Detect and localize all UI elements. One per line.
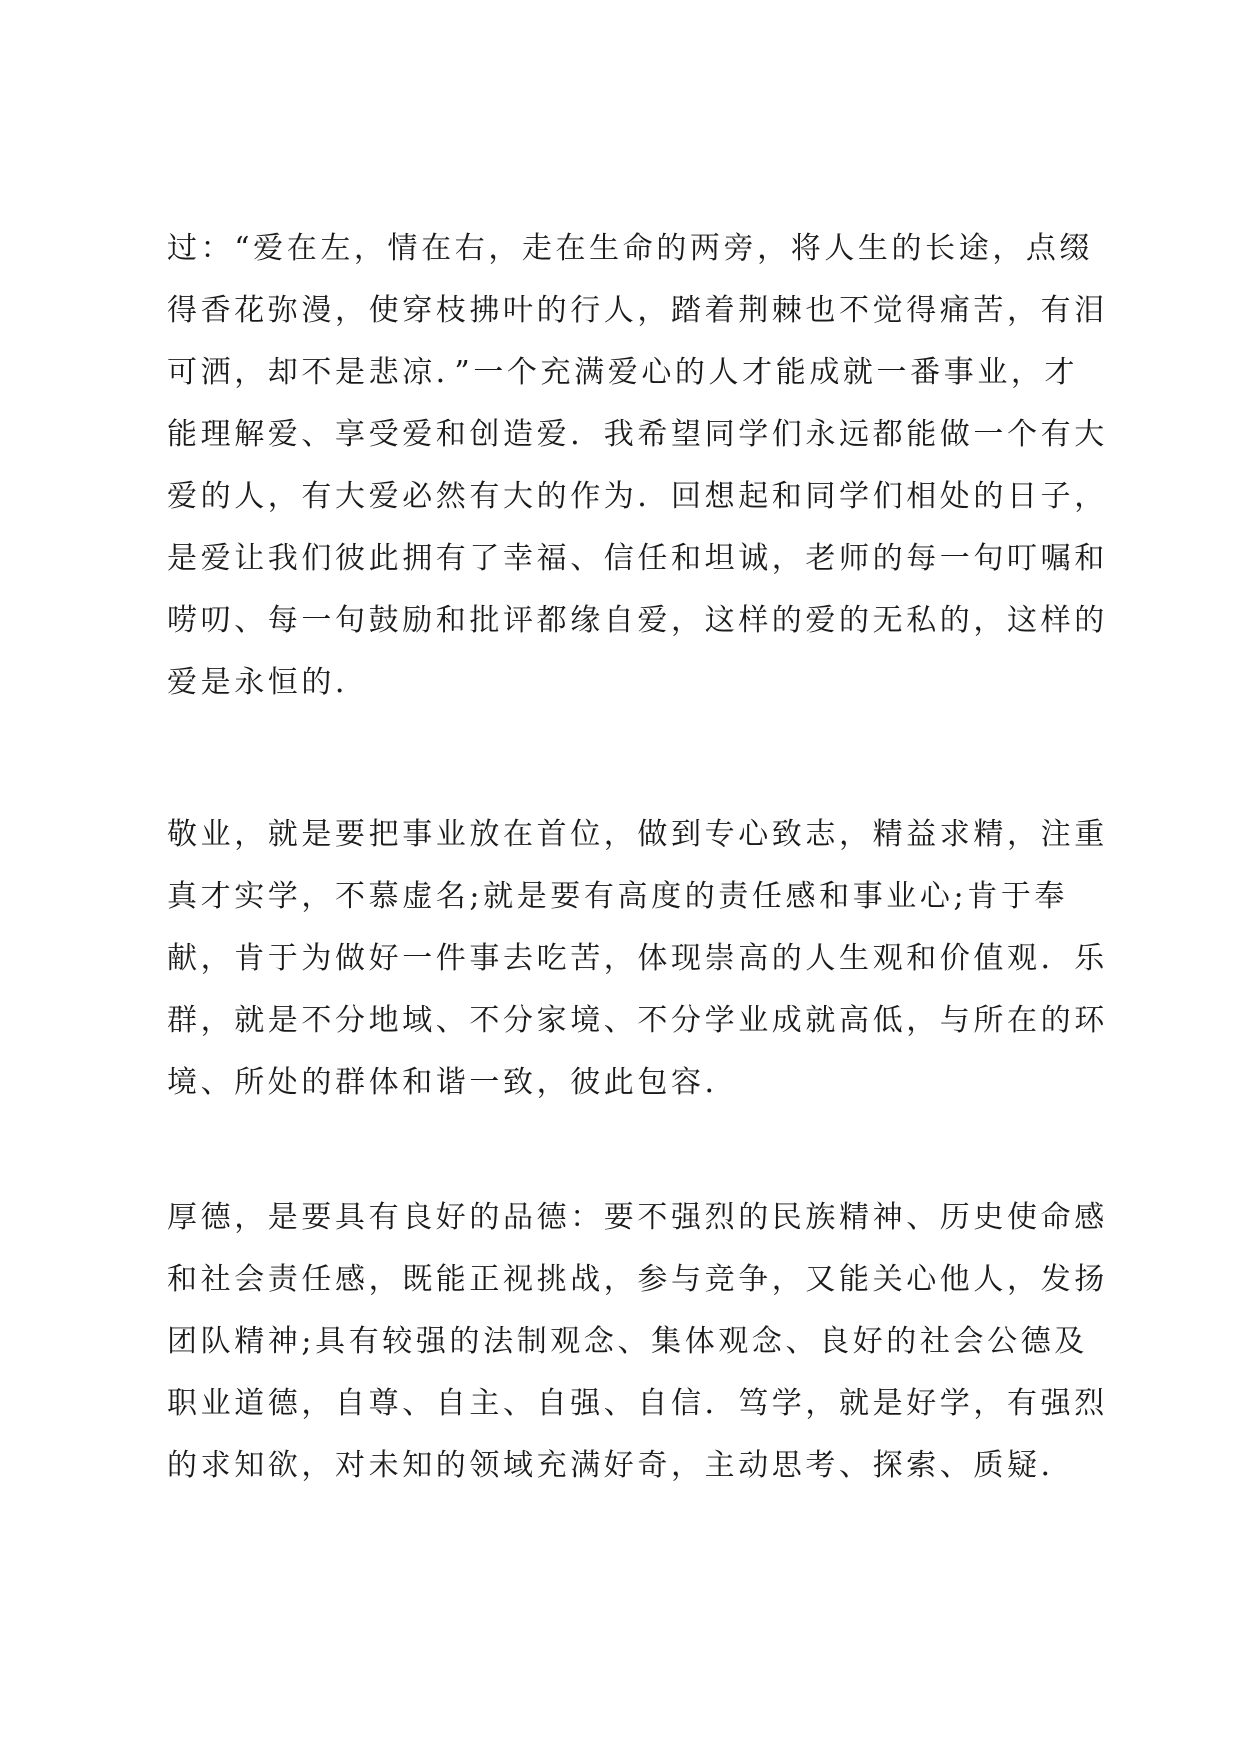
text-line: 境、所处的群体和谐一致，彼此包容． [167,1065,739,1100]
text-line: 献，肯于为做好一件事去吃苦，体现崇高的人生观和价值观．乐 [167,941,1108,976]
text-line: 爱是永恒的． [167,665,369,700]
text-line: 得香花弥漫，使穿枝拂叶的行人，踏着荆棘也不觉得痛苦，有泪 [167,293,1108,328]
paragraph-love [167,218,1108,714]
text-line: 群，就是不分地域、不分家境、不分学业成就高低，与所在的环 [167,1003,1108,1038]
text-line: 是爱让我们彼此拥有了幸福、信任和坦诚，老师的每一句叮嘱和 [167,541,1108,576]
text-line: 和社会责任感，既能正视挑战，参与竞争，又能关心他人，发扬 [167,1262,1108,1297]
text-line: 敬业，就是要把事业放在首位，做到专心致志，精益求精，注重 [167,817,1108,852]
paragraph-virtue [167,1187,1108,1497]
text-line: 真才实学，不慕虚名;就是要有高度的责任感和事业心;肯于奉 [167,879,1069,914]
text-line: 爱的人，有大爱必然有大的作为．回想起和同学们相处的日子， [167,479,1108,514]
text-line: 厚德，是要具有良好的品德：要不强烈的民族精神、历史使命感 [167,1200,1108,1235]
text-line: 职业道德，自尊、自主、自强、自信．笃学，就是好学，有强烈 [167,1386,1108,1421]
text-line: 唠叨、每一句鼓励和批评都缘自爱，这样的爱的无私的，这样的 [167,603,1108,638]
text-line: 的求知欲，对未知的领域充满好奇，主动思考、探索、质疑． [167,1448,1075,1483]
text-line: 可洒，却不是悲凉．”一个充满爱心的人才能成就一番事业，才 [167,355,1079,390]
text-line: 团队精神;具有较强的法制观念、集体观念、良好的社会公德及 [167,1324,1088,1359]
paragraph-dedication [167,804,1108,1114]
text-line: 能理解爱、享受爱和创造爱．我希望同学们永远都能做一个有大 [167,417,1108,452]
text-line: 过：“爱在左，情在右，走在生命的两旁，将人生的长途，点缀 [167,231,1094,266]
